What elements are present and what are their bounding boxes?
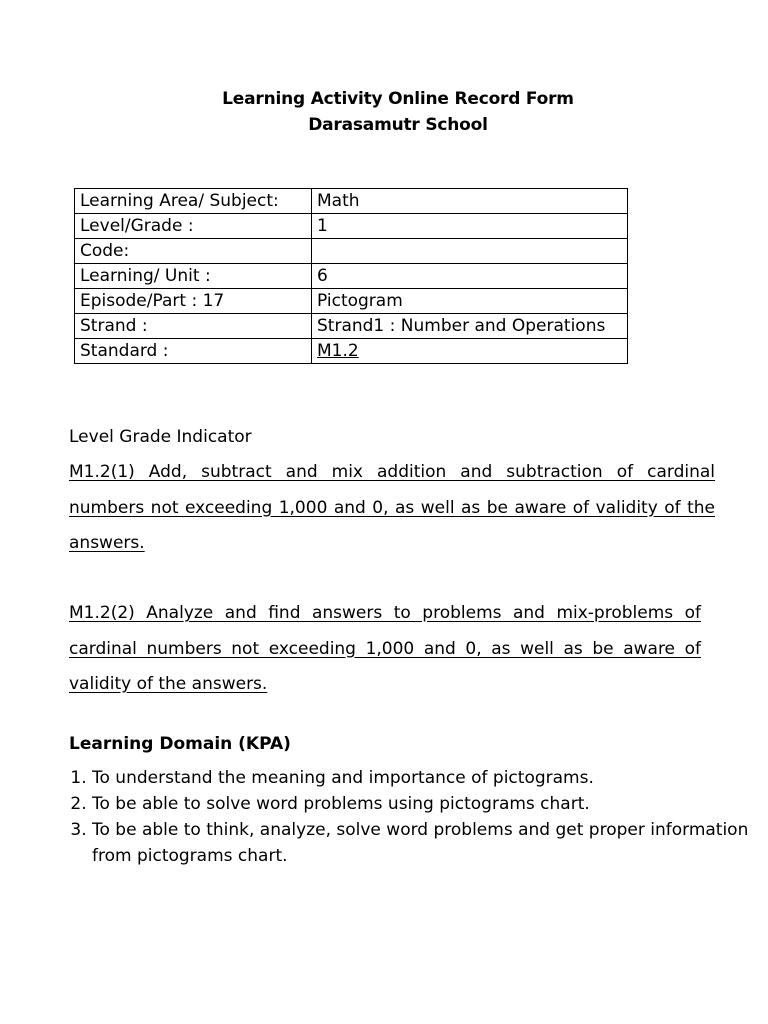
table-row [75,289,628,314]
strand-label: Strand : [75,314,312,339]
grade-value: 1 [312,214,628,239]
list-item: 2. To be able to solve word problems using pictograms chart. [92,791,752,817]
indicator-heading: Level Grade Indicator [69,427,252,447]
code-value [312,239,628,264]
school-name: Darasamutr School [308,115,488,135]
table-row [75,214,628,239]
indicator-item: M1.2(1) Add, subtract and mix addition and subtraction of cardinal numbers not exceeding 1,000 and 0, as well as be aware of validity of the answers. [69,462,715,553]
strand-value: Strand1 : Number and Operations [312,314,628,339]
list-item: 3. To be able to think, analyze, solve word problems and get proper information from pictograms chart. [92,817,752,869]
table-row [75,314,628,339]
table-row [75,189,628,214]
unit-label: Learning/ Unit : [75,264,312,289]
standard-label: Standard : [75,339,312,364]
standard-value: M1.2 [317,341,359,361]
subject-value: Math [312,189,628,214]
learning-domain-heading: Learning Domain (KPA) [69,734,291,754]
unit-value: 6 [312,264,628,289]
table-row [75,239,628,264]
info-table [74,188,628,364]
code-label: Code: [75,239,312,264]
indicator-item: M1.2(2) Analyze and find answers to problems and mix-problems of cardinal numbers not exceeding 1,000 and 0, as well as be aware of validity of the answers. [69,603,701,694]
table-row [75,339,628,364]
grade-label: Level/Grade : [75,214,312,239]
table-row [75,264,628,289]
standard-value-cell [312,339,628,364]
episode-value: Pictogram [312,289,628,314]
episode-label: Episode/Part : 17 [75,289,312,314]
list-item: 1. To understand the meaning and importance of pictograms. [92,765,752,791]
learning-domain-list [69,765,752,869]
form-title: Learning Activity Online Record Form [222,89,574,109]
subject-label: Learning Area/ Subject: [75,189,312,214]
